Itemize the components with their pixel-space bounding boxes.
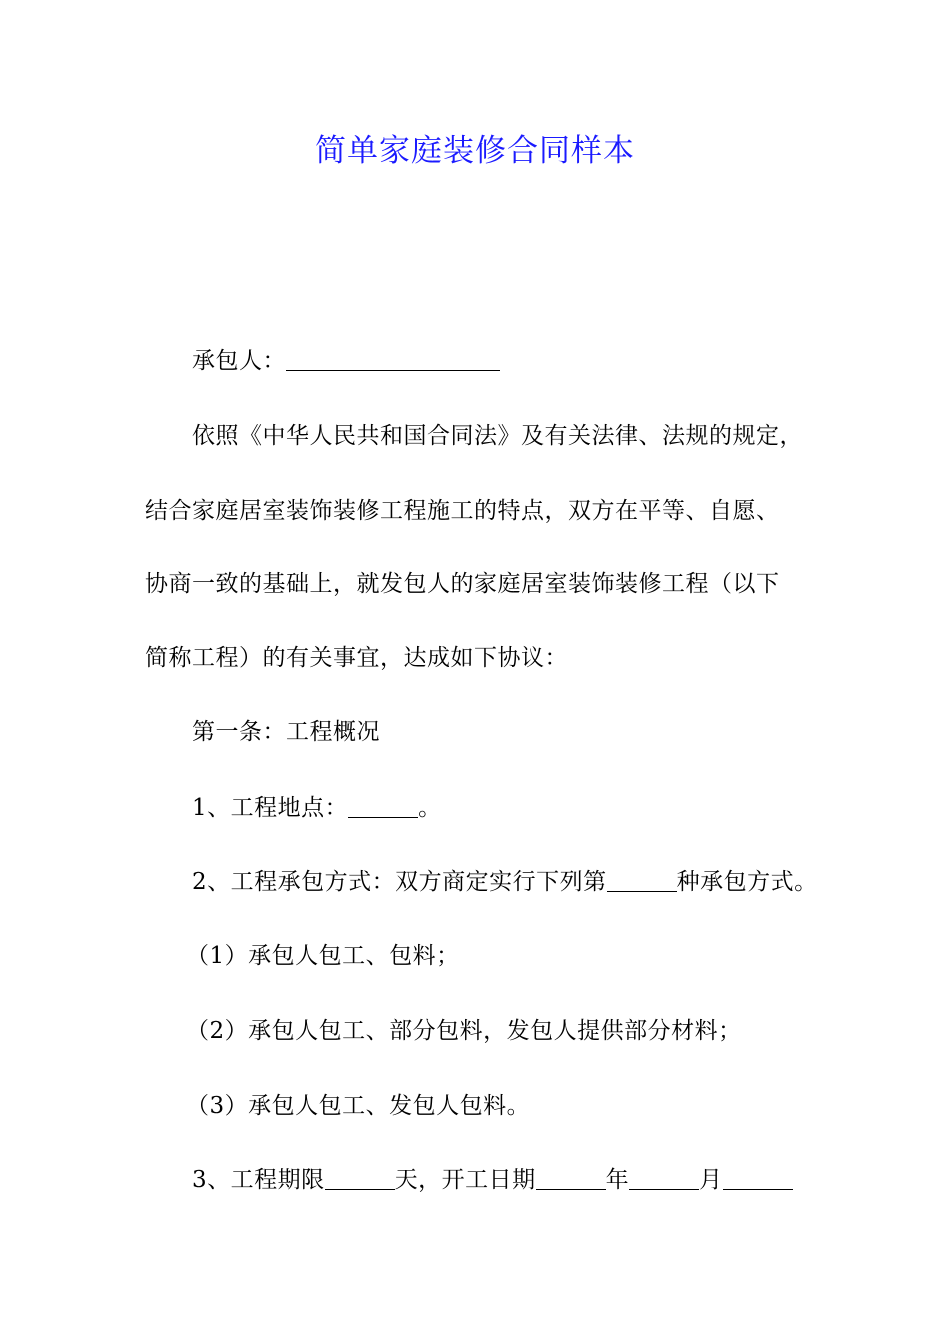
- contractor-label: 承包人：: [192, 348, 286, 374]
- item-3-prefix: 3、工程期限: [192, 1167, 325, 1193]
- item-3-line: [192, 1164, 793, 1196]
- paragraph-line-1: 依照《中华人民共和国合同法》及有关法律、法规的规定，: [192, 423, 803, 449]
- item-3-year-label: 年: [605, 1167, 630, 1193]
- document-title: 简单家庭装修合同样本: [315, 133, 635, 169]
- paragraph-line-2: 结合家庭居室装饰装修工程施工的特点，双方在平等、自愿、: [145, 498, 780, 524]
- item-3-day-blank: [723, 1188, 793, 1190]
- contractor-blank: [286, 369, 500, 371]
- option-1: （1）承包人包工、包料；: [186, 943, 460, 969]
- option-3: （3）承包人包工、发包人包料。: [186, 1093, 531, 1119]
- item-1-blank: [348, 816, 418, 818]
- paragraph-line-4: 简称工程）的有关事宜，达成如下协议：: [145, 645, 568, 671]
- item-1-prefix: 1、工程地点：: [192, 795, 349, 821]
- item-1-suffix: 。: [418, 795, 442, 821]
- item-2-blank: [607, 890, 677, 892]
- item-2-line: [192, 866, 818, 898]
- contractor-line: [192, 345, 500, 377]
- item-3-month-label: 月: [699, 1167, 723, 1193]
- item-3-month-blank: [629, 1188, 699, 1190]
- item-3-days-label: 天，开工日期: [394, 1167, 536, 1193]
- item-2-prefix: 2、工程承包方式：双方商定实行下列第: [192, 869, 607, 895]
- article-1-heading: 第一条：工程概况: [192, 719, 380, 745]
- paragraph-line-3: 协商一致的基础上，就发包人的家庭居室装饰装修工程（以下: [145, 571, 780, 597]
- item-2-suffix: 种承包方式。: [676, 869, 818, 895]
- item-1-line: [192, 792, 442, 824]
- item-3-year-blank: [536, 1188, 606, 1190]
- option-2: （2）承包人包工、部分包料，发包人提供部分材料；: [186, 1018, 742, 1044]
- item-3-days-blank: [325, 1188, 395, 1190]
